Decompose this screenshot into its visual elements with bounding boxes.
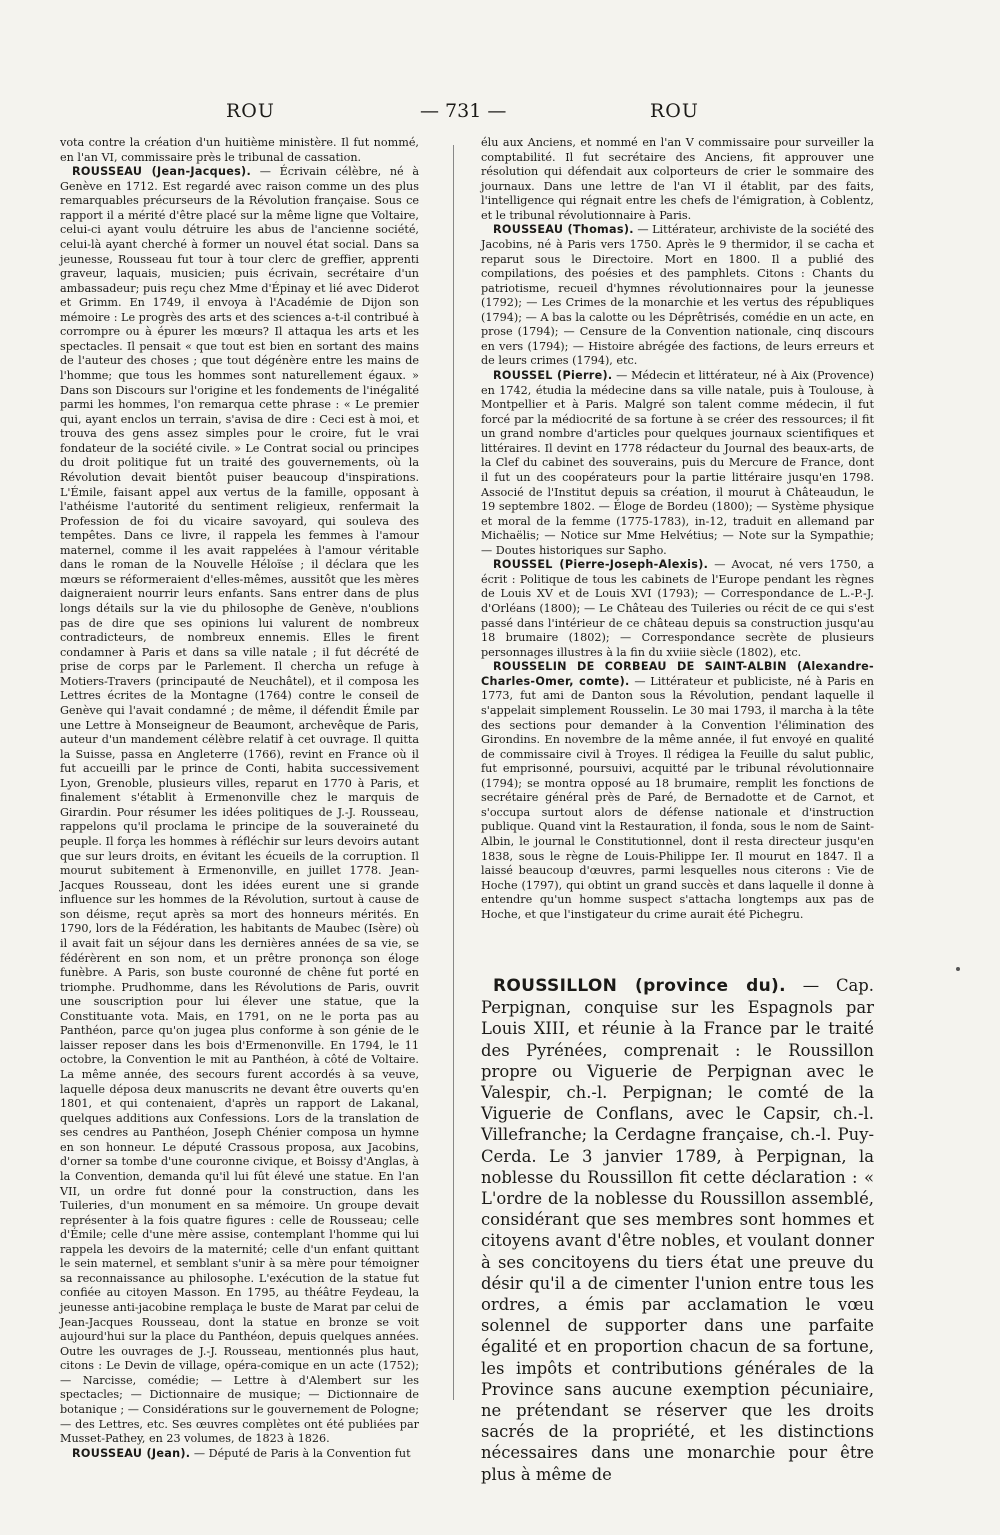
entry-roussel-pierre	[481, 369, 874, 558]
entry-roussillon	[481, 975, 874, 1485]
entry-continuation: élu aux Anciens, et nommé en l'an V commissaire pour surveiller la comptabilité. Il fut secrétaire des Anciens, fit approuver une résolution qui défendait aux colporteurs de crier le sommaire des journaux. Dans une lettre de l'an VI il établit, par des faits, l'intelligence qui régnait entre les chefs de l'émigration, à Coblentz, et le tribunal révolutionnaire à Paris.	[481, 136, 874, 222]
entry-body: — Littérateur, archiviste de la société des Jacobins, né à Paris vers 1750. Après le 9 thermidor, il se cacha et reparut sous le Directoire. Mort en 1800. Il a publié des compilations, des poésies et des pamphlets. Citons : Chants du patriotisme, recueil d'hymnes révolutionnaires pour la jeunesse (1792); — Les Crimes de la monarchie et les vertus des républiques (1794); — A bas la calotte ou les Déprêtrisés, comédie en un acte, en prose (1794); — Censure de la Convention nationale, cinq discours en vers (1794); — Histoire abrégée des factions, de leurs erreurs et de leurs crimes (1794), etc.	[481, 223, 874, 368]
entry-heading: ROUSSEAU (Jean-Jacques).	[72, 165, 252, 179]
entry-body: — Littérateur et publiciste, né à Paris en 1773, fut ami de Danton sous la Révolution, pendant laquelle il s'appelait simplement Rousselin. Le 30 mai 1793, il marcha à la tête des sections pour demander à la Convention l'élimination des Girondins. En novembre de la même année, il fut envoyé en qualité de commissaire civil à Troyes. Il rédigea la Feuille du salut public, fut emprisonné, poursuivi, acquitté par le tribunal révolutionnaire (1794); se montra opposé au 18 brumaire, remplit les fonctions de secrétaire général près de Paré, de Bernadotte et de Carnot, et s'occupa surtout alors de défense nationale et d'instruction publique. Quand vint la Restauration, il fonda, sous le nom de Saint-Albin, le journal le Constitutionnel, dont il resta directeur jusqu'en 1838, sous le règne de Louis-Philippe Ier. Il mourut en 1847. Il a laissé beaucoup d'œuvres, parmi lesquelles nous citerons : Vie de Hoche (1797), qui obtint un grand succès et dans laquelle il donne à entendre qu'un homme suspect s'attacha longtemps aux pas de Hoche, et que l'instigateur du crime aurait été Pichegru.	[481, 674, 875, 921]
right-column	[481, 136, 874, 922]
entry-rousseau-jean	[60, 1447, 419, 1462]
entry-body: — Avocat, né vers 1750, a écrit : Politique de tous les cabinets de l'Europe pendant les règnes de Louis XV et de Louis XVI (1793); — Correspondance de L.-P.-J. d'Orléans (1800); — Le Château des Tuileries ou récit de ce qui s'est passé dans l'intérieur de ce château depuis sa construction jusqu'au 18 brumaire (1802); — Correspondance secrète de plusieurs personnages illustres à la fin du xviiie siècle (1802), etc.	[481, 558, 874, 659]
entry-heading: ROUSSEAU (Jean).	[72, 1446, 191, 1460]
entry-body: — Député de Paris à la Convention fut	[190, 1446, 411, 1460]
left-column	[60, 136, 419, 1461]
entry-continuation: vota contre la création d'un huitième ministère. Il fut nommé, en l'an VI, commissaire près le tribunal de cassation.	[60, 136, 419, 164]
entry-body: — Écrivain célèbre, né à Genève en 1712. Est regardé avec raison comme un des plus remarquables précurseurs de la Révolution française. Sous ce rapport il a mérité d'être placé sur la même ligne que Voltaire, celui-ci ayant voulu détruire les abus de l'ancienne société, celui-là ayant cherché à former un nouvel état social. Dans sa jeunesse, Rousseau fut tour à tour clerc de greffier, apprenti graveur, laquais, musicien; puis écrivain, secrétaire d'un ambassadeur; puis reçu chez Mme d'Épinay et lié avec Diderot et Grimm. En 1749, il envoya à l'Académie de Dijon son mémoire : Le progrès des arts et des sciences a-t-il contribué à corrompre ou à épurer les mœurs? Il attaqua les arts et les spectacles. Il pensait « que tout est bien en sortant des mains de l'auteur des choses ; que tout dégénère entre les mains de l'homme; que tous les hommes sont naturellement égaux. » Dans son Discours sur l'origine et les fondements de l'inégalité parmi les hommes, l'on remarqua cette phrase : « Le premier qui, ayant enclos un terrain, s'avisa de dire : Ceci est à moi, et trouva des gens assez simples pour le croire, fut le vrai fondateur de la société civile. » Le Contrat social ou principes du droit politique fut un traité des gouvernements, où la Révolution devait bientôt puiser beaucoup d'inspirations. L'Émile, faisant appel aux vertus de la famille, opposant à l'athéisme l'autorité du sentiment religieux, renfermait la Profession de foi du vicaire savoyard, qui souleva des tempêtes. Dans ce livre, il rappela les femmes à l'amour maternel, comme il les avait rappelées à l'amour véritable dans le roman de la Nouvelle Héloïse ; il déclara que les mœurs se réformeraient d'elles-mêmes, aussitôt que les mères daigneraient nourrir leurs enfants. Sans entrer dans de plus longs détails sur la vie du philosophe de Genève, n'oublions pas de dire que ses opinions lui valurent de nombreux contradicteurs, de nombreux ennemis. Elles le firent condamner à Paris et dans sa ville natale ; il fut décrété de prise de corps par le Parlement. Il chercha un refuge à Motiers-Travers (principauté de Neuchâtel), et il composa les Lettres écrites de la Montagne (1764) contre le conseil de Genève qui l'avait condamné ; de même, il défendit Émile par une Lettre à Monseigneur de Beaumont, archevêque de Paris, auteur d'un mandement célèbre relatif à cet ouvrage. Il quitta la Suisse, passa en Angleterre (1766), revint en France où il fut accueilli par le prince de Conti, habita successivement Lyon, Grenoble, plusieurs villes, reparut en 1770 à Paris, et finalement s'établit à Ermenonville chez le marquis de Girardin. Pour résumer les idées politiques de J.-J. Rousseau, rappelons qu'il proclama le principe de la souveraineté du peuple. Il força les hommes à réfléchir sur leurs devoirs autant que sur leurs droits, en évitant les écueils de la corruption. Il mourut subitement à Ermenonville, en juillet 1778. Jean-Jacques Rousseau, dont les idées eurent une si grande influence sur les hommes de la Révolution, surtout à cause de son déisme, reçut après sa mort des honneurs mérités. En 1790, lors de la Fédération, les habitants de Maubec (Isère) où il avait fait un séjour dans les dernières années de sa vie, se fédérèrent en son nom, et un prêtre prononça son éloge funèbre. A Paris, son buste couronné de chêne fut porté en triomphe. Prudhomme, dans les Révolutions de Paris, ouvrit une souscription pour lui élever une statue, que la Constituante vota. Mais, en 1791, on ne le porta pas au Panthéon, parce qu'on jugea plus conforme à son génie de le laisser reposer dans les bois d'Ermenonville. En 1794, le 11 octobre, la Convention le mit au Panthéon, à côté de Voltaire. La même année, des secours furent accordés à sa veuve, laquelle déposa deux manuscrits ne devant être ouverts qu'en 1801, et qui contenaient, d'après un rapport de Lakanal, quelques additions aux Confessions. Lors de la translation de ses cendres au Panthéon, Joseph Chénier composa un hymne en son honneur. Le député Crassous proposa, aux Jacobins, d'orner sa tombe d'une couronne civique, et Boissy d'Anglas, à la Convention, demanda qu'il lui fût élevé une statue. En l'an VII, un ordre fut donné pour la construction, dans les Tuileries, d'un monument en sa mémoire. Un groupe devait représenter à la fois quatre figures : celle de Rousseau; celle d'Émile; celle d'une mère assise, contemplant l'homme qui lui rappela les devoirs de la maternité; celle d'un enfant quittant le sein maternel, et semblant s'unir à sa mère pour témoigner sa reconnaissance au philosophe. L'exécution de la statue fut confiée au citoyen Masson. En 1795, au théâtre Feydeau, la jeunesse anti-jacobine remplaça le buste de Marat par celui de Jean-Jacques Rousseau, dont la statue en bronze se voit aujourd'hui sur la place du Panthéon, depuis quelques années. Outre les ouvrages de J.-J. Rousseau, mentionnés plus haut, citons : Le Devin de village, opéra-comique en un acte (1752); — Narcisse, comédie; — Lettre à d'Alembert sur les spectacles; — Dictionnaire de musique; — Dictionnaire de botanique ; — Considérations sur le gouvernement de Pologne; — des Lettres, etc. Ses œuvres complètes ont été publiées par Musset-Pathey, en 23 volumes, de 1823 à 1826.	[60, 165, 419, 1446]
entry-body: — Cap. Perpignan, conquise sur les Espagnols par Louis XIII, et réunie à la France par le traité des Pyrénées, comprenait : le Roussillon propre ou Viguerie de Perpignan avec le Valespir, ch.-l. Perpignan; le comté de la Viguerie de Conflans, avec le Capsir, ch.-l. Villefranche; la Cerdagne française, ch.-l. Puy-Cerda. Le 3 janvier 1789, à Perpignan, la noblesse du Roussillon fit cette déclaration : « L'ordre de la noblesse du Roussillon assemblé, considérant que ses membres sont hommes et citoyens avant d'être nobles, et voulant donner à ses concitoyens du tiers état une preuve du désir qu'il a de cimenter l'union entre tous les ordres, a émis par acclamation le vœu solennel de supporter dans une parfaite égalité et en proportion chacun de sa fortune, les impôts et contributions générales de la Province sans aucune exemption pécuniaire, ne prétendant se réserver que les droits sacrés de la propriété, et les distinctions nécessaires dans une monarchie pour être plus à même de	[481, 976, 875, 1484]
entry-roussel-pierre-joseph-alexis	[481, 558, 874, 660]
entry-rousseau-jean-jacques	[60, 165, 419, 1447]
entry-heading: ROUSSELIN DE CORBEAU DE SAINT-ALBIN (Alexandre-Charles-Omer, comte).	[481, 660, 874, 688]
margin-dot	[956, 967, 960, 971]
entry-heading: ROUSSEL (Pierre).	[493, 369, 613, 382]
roussillon-entry	[481, 975, 874, 1485]
entry-rousselin	[481, 660, 874, 922]
header-left: ROU	[226, 100, 275, 122]
entry-heading: ROUSSEAU (Thomas).	[493, 223, 634, 237]
running-header	[0, 100, 1000, 130]
entry-heading: ROUSSEL (Pierre-Joseph-Alexis).	[493, 558, 709, 572]
page-number: — 731 —	[420, 100, 507, 122]
column-divider	[453, 145, 454, 1400]
header-right: ROU	[650, 100, 699, 122]
entry-body: — Médecin et littérateur, né à Aix (Provence) en 1742, étudia la médecine dans sa ville natale, puis à Toulouse, à Montpellier et à Paris. Malgré son talent comme médecin, il fut forcé par la médiocrité de sa fortune à se créer des ressources; il fit un grand nombre d'articles pour quelques journaux scientifiques et littéraires. Il devint en 1778 rédacteur du Journal des beaux-arts, de la Clef du cabinet des souverains, puis du Mercure de France, dont il fut un des coopérateurs pour la partie littéraire jusqu'en 1798. Associé de l'Institut depuis sa création, il mourut à Châteaudun, le 19 septembre 1802. — Éloge de Bordeu (1800); — Système physique et moral de la femme (1775-1783), in-12, traduit en allemand par Michaëlis; — Notice sur Mme Helvétius; — Note sur la Sympathie; — Doutes historiques sur Sapho.	[481, 369, 874, 557]
entry-heading: ROUSSILLON (province du).	[493, 976, 786, 996]
entry-rousseau-thomas	[481, 223, 874, 369]
